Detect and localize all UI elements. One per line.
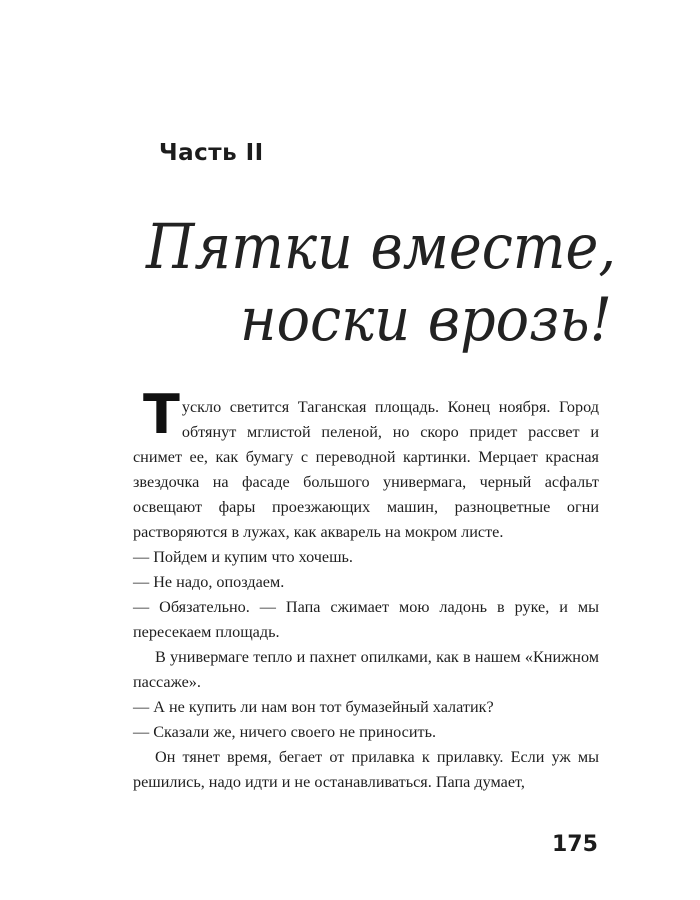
- body-text: [133, 383, 599, 795]
- dialogue-line: — А не купить ли нам вон тот бумазейный халатик?: [133, 698, 494, 716]
- chapter-title: [140, 190, 620, 360]
- part-heading: Часть II: [159, 140, 264, 166]
- paragraph: Он тянет время, бегает от прилавка к прилавку. Если уж мы решились, надо идти и не останавливаться. Папа думает,: [133, 748, 599, 791]
- chapter-title-svg: [140, 190, 620, 360]
- dialogue-line: — Не надо, опоздаем.: [133, 573, 285, 591]
- drop-cap: Т: [143, 383, 180, 446]
- dialogue-line: — Пойдем и купим что хочешь.: [133, 548, 353, 566]
- paragraph: В универмаге тепло и пахнет опилками, как в нашем «Книжном пассаже».: [133, 648, 599, 691]
- chapter-title-line-1: Пятки вместе,: [145, 210, 617, 283]
- dialogue-line: — Обязательно. — Папа сжимает мою ладонь в руке, и мы пересекаем площадь.: [133, 598, 599, 641]
- page-number: 175: [552, 832, 598, 857]
- chapter-title-line-2: носки врозь!: [240, 285, 612, 355]
- dialogue-line: — Сказали же, ничего своего не приносить.: [133, 723, 437, 741]
- paragraph-1: [133, 383, 599, 545]
- paragraph-1-text: ускло светится Таганская площадь. Конец ноября. Город обтянут мглистой пеленой, но скоро придет рассвет и снимет ее, как бумагу с переводной картинки. Мерцает красная звездочка на фасаде большого универмага, черный асфальт освещают фары проезжающих машин, разноцветные огни растворяются в лужах, как акварель на мокром листе.: [133, 398, 599, 541]
